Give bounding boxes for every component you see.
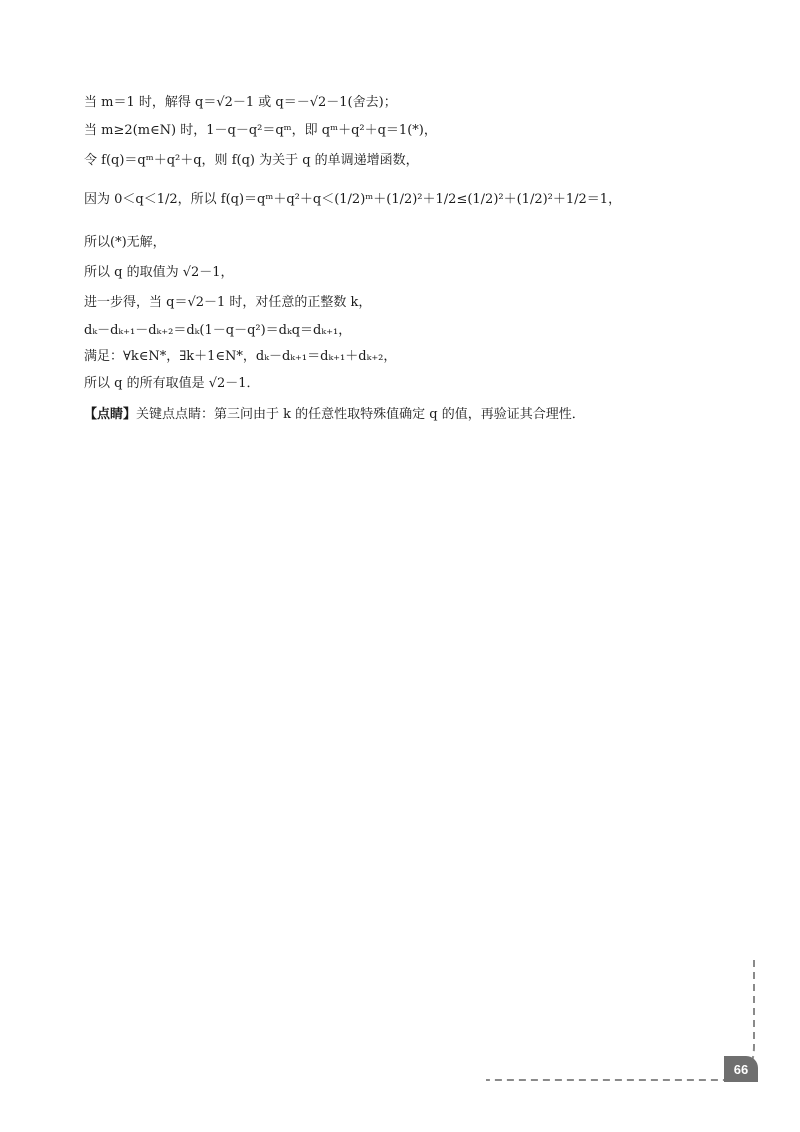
solution-line: 当 m≥2(m∈N) 时，1－q－q²＝qᵐ，即 qᵐ＋q²＋q＝1(*)， (84, 123, 437, 138)
solution-line: 所以 q 的取值为 √2－1， (84, 265, 234, 280)
note-label: 【点睛】 (84, 407, 137, 422)
page-number: 66 (724, 1056, 758, 1082)
solution-line: 所以(*)无解， (84, 235, 166, 250)
solution-line: 所以 q 的所有取值是 √2－1． (84, 376, 260, 391)
note-text: 关键点点睛：第三问由于 k 的任意性取特殊值确定 q 的值，再验证其合理性． (136, 407, 585, 422)
note-line (84, 408, 585, 421)
solution-line: 进一步得，当 q＝√2－1 时，对任意的正整数 k， (84, 295, 372, 310)
solution-line: 满足：∀k∈N*，∃k＋1∈N*，dₖ－dₖ₊₁＝dₖ₊₁＋dₖ₊₂， (84, 349, 397, 364)
solution-line: 当 m＝1 时，解得 q＝√2－1 或 q＝－√2－1(舍去)； (84, 95, 397, 110)
page-footer-decoration (484, 958, 760, 1084)
solution-line: dₖ－dₖ₊₁－dₖ₊₂＝dₖ(1－q－q²)＝dₖq＝dₖ₊₁， (84, 323, 352, 338)
solution-line: 令 f(q)＝qᵐ＋q²＋q，则 f(q) 为关于 q 的单调递增函数， (84, 153, 419, 168)
solution-line: 因为 0＜q＜1/2，所以 f(q)＝qᵐ＋q²＋q＜(1/2)ᵐ＋(1/2)²＋1/2≤(1/2)²＋(1/2)²＋1/2＝1， (84, 192, 622, 207)
